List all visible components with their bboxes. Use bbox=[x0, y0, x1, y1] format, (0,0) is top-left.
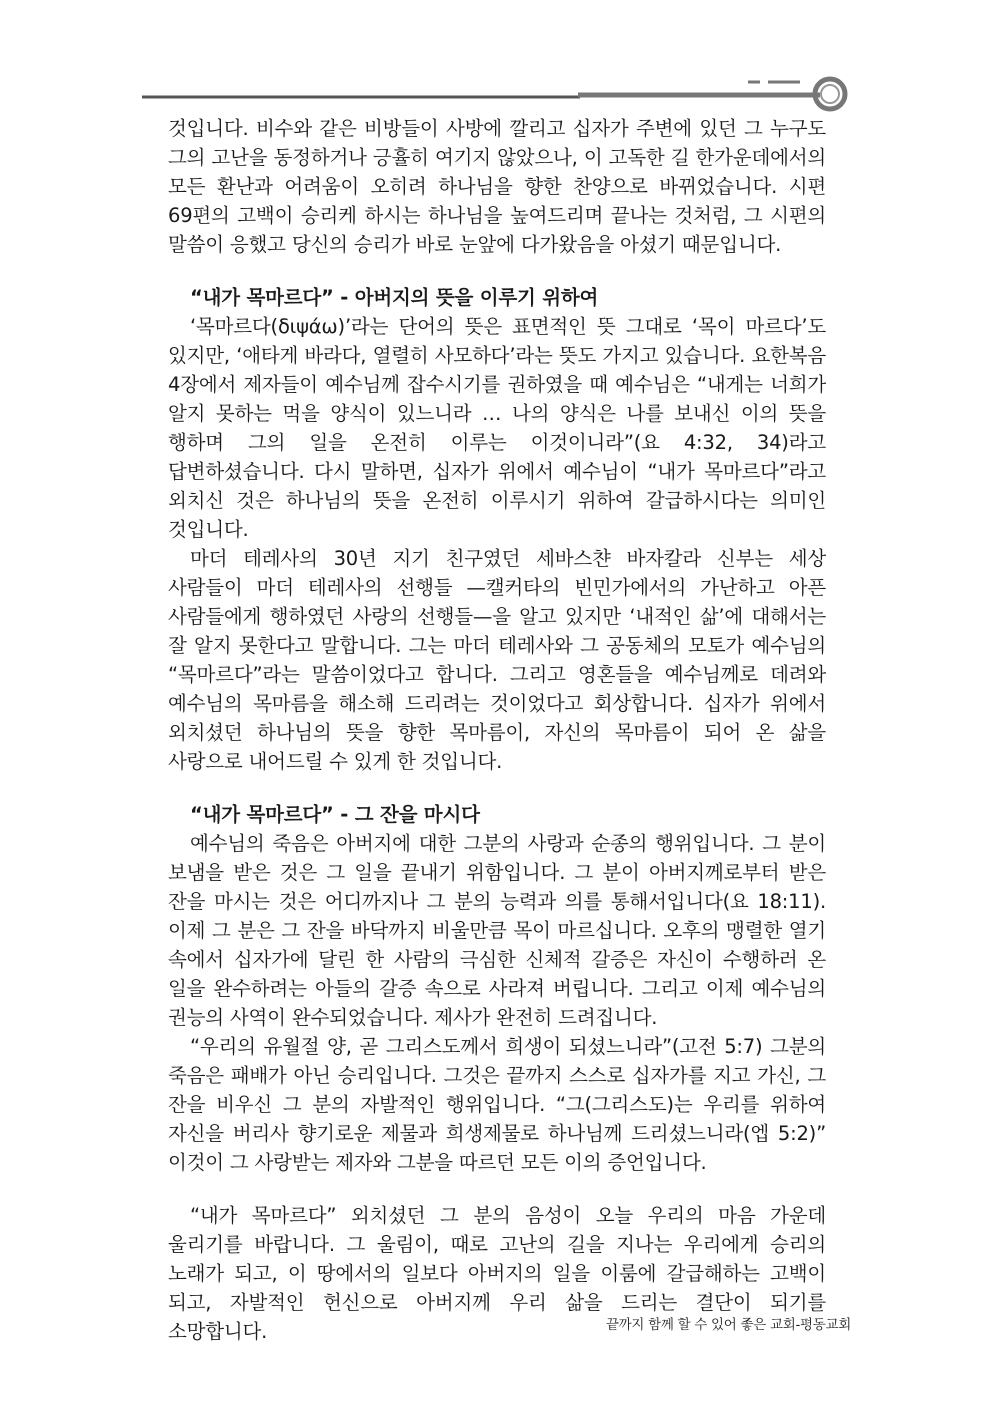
paragraph-intro: 것입니다. 비수와 같은 비방들이 사방에 깔리고 십자가 주변에 있던 그 누구도 그의 고난을 동정하거나 긍휼히 여기지 않았으나, 이 고독한 길 한가운데에서의 모든 환난과 어려움이 오히려 하나님을 향한 찬양으로 바뀌었습니다. 시편 69편의 고백이 승리케 하시는 하나님을 높여드리며 끝나는 것처럼, 그 시편의 말씀이 응했고 당신의 승리가 바로 눈앞에 다가왔음을 아셨기 때문입니다. bbox=[168, 117, 826, 256]
page-footer: 끝까지 함께 할 수 있어 좋은 교회-평동교회 bbox=[605, 1317, 851, 1333]
paragraph-passover-lamb: “우리의 유월절 양, 곧 그리스도께서 희생이 되셨느니라”(고전 5:7) 그분의 죽음은 패배가 아닌 승리입니다. 그것은 끝까지 스스로 십자가를 지고 가신, 그 잔을 비우신 그 분의 자발적인 행위입니다. “그(그리스도)는 우리를 위하여 자신을 버리사 향기로운 제물과 희생제물로 하나님께 드리셨느니라(엡 5:2)” 이것이 그 사랑받는 제자와 그분을 따르던 모든 이의 증언입니다. bbox=[168, 1035, 826, 1174]
paragraph-death-obedience: 예수님의 죽음은 아버지에 대한 그분의 사랑과 순종의 행위입니다. 그 분이 보냄을 받은 것은 그 일을 끝내기 위함입니다. 그 분이 아버지께로부터 받은 잔을 마시는 것은 어디까지나 그 분의 능력과 의를 통해서입니다(요 18:11). 이제 그 분은 그 잔을 바닥까지 비울만큼 목이 마르십니다. 오후의 맹렬한 열기 속에서 십자가에 달린 한 사람의 극심한 신체적 갈증은 자신이 수행하러 온 일을 완수하려는 아들의 갈증 속으로 사라져 버립니다. 그리고 이제 예수님의 권능의 사역이 완수되었습니다. 제사가 완전히 드려집니다. bbox=[168, 832, 826, 1029]
section-spacer bbox=[168, 1177, 826, 1201]
section-heading-will-of-father: “내가 목마르다” - 아버지의 뜻을 이루기 위하여 bbox=[190, 286, 599, 309]
document-body bbox=[168, 114, 826, 1346]
section-spacer bbox=[168, 259, 826, 283]
paragraph-mother-teresa: 마더 테레사의 30년 지기 친구였던 세바스챤 바자칼라 신부는 세상 사람들이 마더 테레사의 선행들 —캘커타의 빈민가에서의 가난하고 아픈 사람들에게 행하였던 사랑의 선행들—을 알고 있지만 ‘내적인 삶’에 대해서는 잘 알지 못한다고 말합니다. 그는 마더 테레사와 그 공동체의 모토가 예수님의 “목마르다”라는 말씀이었다고 합니다. 그리고 영혼들을 예수님께로 데려와 예수님의 목마름을 해소해 드리려는 것이었다고 회상합니다. 십자가 위에서 외치셨던 하나님의 뜻을 향한 목마름이, 자신의 목마름이 되어 온 삶을 사랑으로 내어드릴 수 있게 한 것입니다. bbox=[168, 547, 826, 773]
header-ornament-rule bbox=[0, 0, 992, 130]
paragraph-thirst-meaning: ‘목마르다(διψάω)’라는 단어의 뜻은 표면적인 뜻 그대로 ‘목이 마르다’도 있지만, ‘애타게 바라다, 열렬히 사모하다’라는 뜻도 가지고 있습니다. 요한복음 4장에서 제자들이 예수님께 잡수시기를 권하였을 때 예수님은 “내게는 너희가 알지 못하는 먹을 양식이 있느니라 … 나의 양식은 나를 보내신 이의 뜻을 행하며 그의 일을 온전히 이루는 이것이니라”(요 4:32, 34)라고 답변하셨습니다. 다시 말하면, 십자가 위에서 예수님이 “내가 목마르다”라고 외치신 것은 하나님의 뜻을 온전히 이루시기 위하여 갈급하시다는 의미인 것입니다. bbox=[168, 315, 826, 541]
paragraph-closing-prayer: “내가 목마르다” 외치셨던 그 분의 음성이 오늘 우리의 마음 가운데 울리기를 바랍니다. 그 울림이, 때로 고난의 길을 지나는 우리에게 승리의 노래가 되고, 이 땅에서의 일보다 아버지의 일을 이룸에 갈급해하는 고백이 되고, 자발적인 헌신으로 아버지께 우리 삶을 드리는 결단이 되기를 소망합니다. bbox=[168, 1204, 826, 1343]
section-heading-drink-cup: “내가 목마르다” - 그 잔을 마시다 bbox=[190, 803, 480, 826]
header-ring-inner bbox=[821, 85, 839, 103]
section-spacer bbox=[168, 776, 826, 800]
